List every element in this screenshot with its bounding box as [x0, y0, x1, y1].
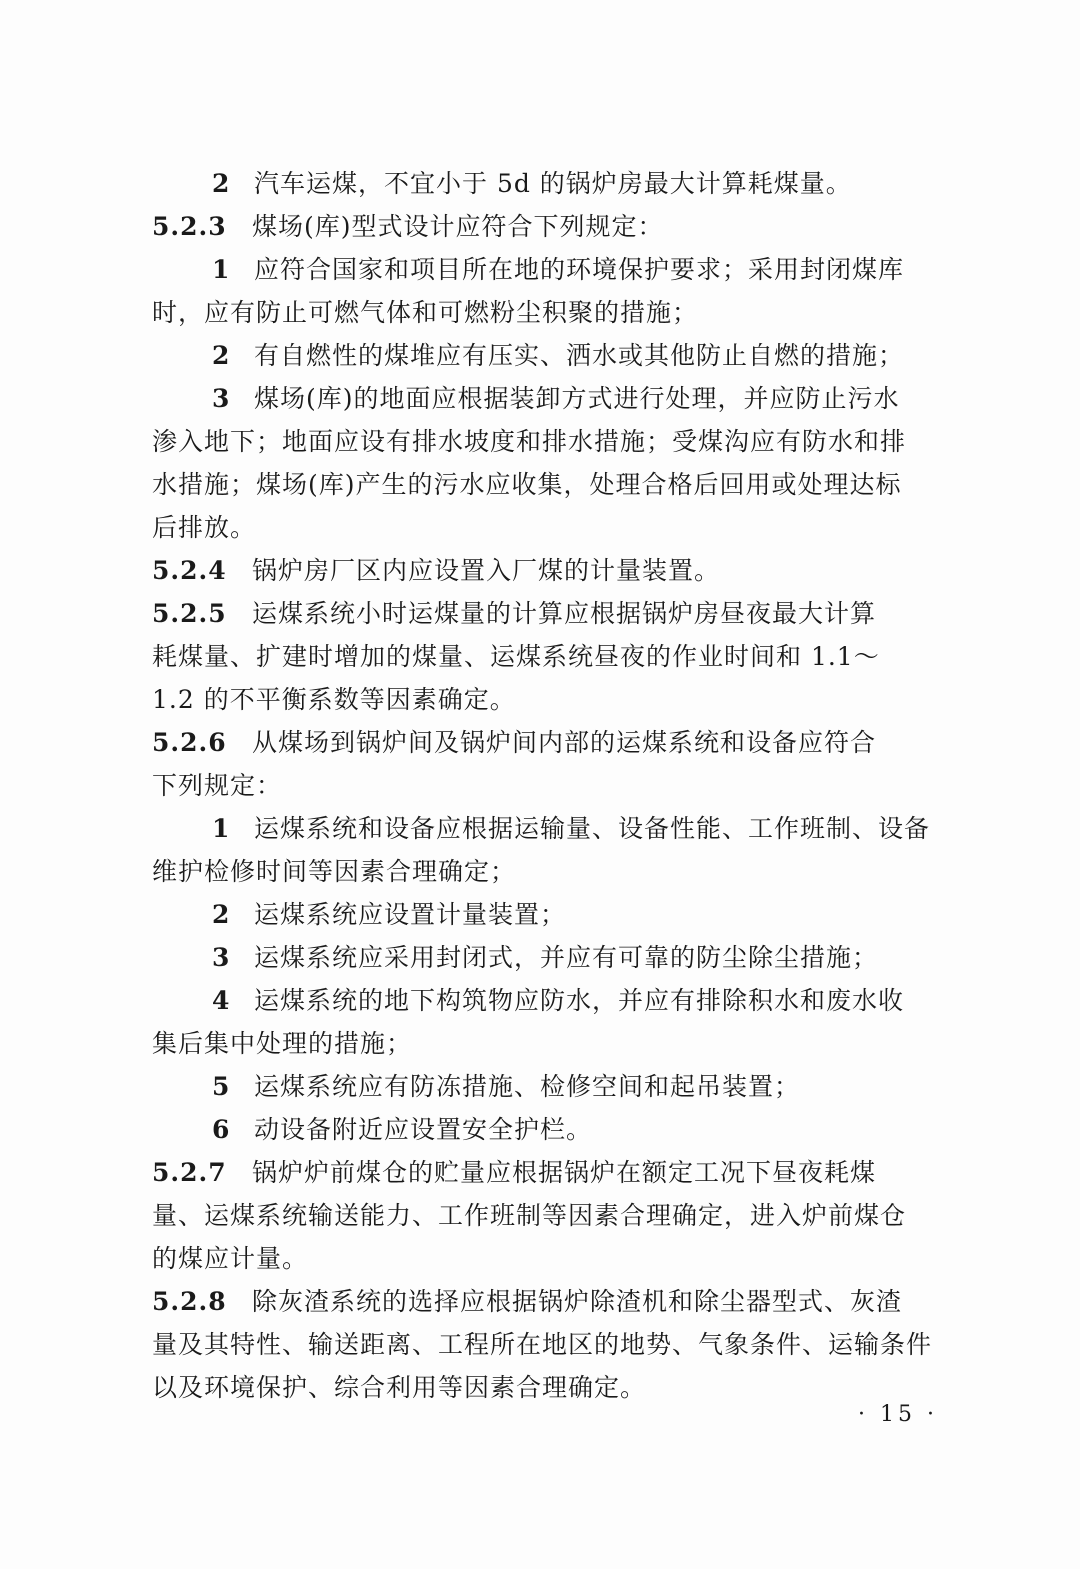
continuation-line — [152, 1022, 956, 1065]
section-clause-line — [152, 1280, 956, 1323]
section-clause-line — [152, 1151, 956, 1194]
continuation-line — [152, 506, 956, 549]
line-text: 从煤场到锅炉间及锅炉间内部的运煤系统和设备应符合 — [252, 728, 877, 757]
clause-item-number: 6 — [212, 1115, 231, 1144]
line-text: 以及环境保护、综合利用等因素合理确定。 — [152, 1373, 647, 1402]
continuation-line — [152, 1323, 956, 1366]
clause-item-number: 1 — [212, 255, 231, 284]
continuation-line — [152, 463, 956, 506]
line-text: 煤场(库)型式设计应符合下列规定： — [252, 212, 664, 241]
continuation-line — [152, 1366, 956, 1409]
line-text: 运煤系统应有防冻措施、检修空间和起吊装置； — [254, 1072, 801, 1101]
continuation-line — [152, 291, 956, 334]
continuation-line — [152, 850, 956, 893]
line-text: 下列规定： — [152, 771, 283, 800]
line-text: 煤场(库)的地面应根据装卸方式进行处理，并应防止污水 — [254, 384, 900, 413]
line-text: 1.2 的不平衡系数等因素确定。 — [152, 685, 516, 714]
clause-item-number: 5 — [212, 1072, 231, 1101]
clause-item-line — [152, 162, 956, 205]
clause-item-number: 2 — [212, 341, 231, 370]
clause-item-number: 4 — [212, 986, 231, 1015]
clause-item-number: 3 — [212, 943, 231, 972]
clause-item-line — [152, 248, 956, 291]
clause-item-number: 1 — [212, 814, 231, 843]
section-number: 5.2.6 — [152, 728, 227, 757]
line-text: 渗入地下；地面应设有排水坡度和排水措施；受煤沟应有防水和排 — [152, 427, 907, 456]
document-body — [152, 162, 956, 1409]
line-text: 维护检修时间等因素合理确定； — [152, 857, 517, 886]
line-text: 水措施；煤场(库)产生的污水应收集，处理合格后回用或处理达标 — [152, 470, 902, 499]
line-text: 锅炉房厂区内应设置入厂煤的计量装置。 — [252, 556, 721, 585]
clause-item-line — [152, 377, 956, 420]
line-text: 耗煤量、扩建时增加的煤量、运煤系统昼夜的作业时间和 1.1～ — [152, 642, 880, 671]
line-text: 运煤系统和设备应根据运输量、设备性能、工作班制、设备 — [254, 814, 931, 843]
line-text: 汽车运煤，不宜小于 5d 的锅炉房最大计算耗煤量。 — [254, 169, 852, 198]
line-text: 量及其特性、输送距离、工程所在地区的地势、气象条件、运输条件 — [152, 1330, 933, 1359]
section-number: 5.2.7 — [152, 1158, 227, 1187]
clause-item-number: 3 — [212, 384, 231, 413]
line-text: 运煤系统应采用封闭式，并应有可靠的防尘除尘措施； — [254, 943, 879, 972]
clause-item-number: 2 — [212, 900, 231, 929]
page-number: · 15 · — [858, 1402, 938, 1427]
section-number: 5.2.4 — [152, 556, 227, 585]
section-clause-line — [152, 721, 956, 764]
clause-item-line — [152, 807, 956, 850]
continuation-line — [152, 764, 956, 807]
continuation-line — [152, 420, 956, 463]
clause-item-line — [152, 979, 956, 1022]
line-text: 运煤系统的地下构筑物应防水，并应有排除积水和废水收 — [254, 986, 905, 1015]
section-clause-line — [152, 592, 956, 635]
clause-item-line — [152, 334, 956, 377]
clause-item-line — [152, 1065, 956, 1108]
clause-item-number: 2 — [212, 169, 231, 198]
section-clause-line — [152, 205, 956, 248]
line-text: 动设备附近应设置安全护栏。 — [254, 1115, 593, 1144]
line-text: 集后集中处理的措施； — [152, 1029, 413, 1058]
continuation-line — [152, 1237, 956, 1280]
section-number: 5.2.3 — [152, 212, 227, 241]
continuation-line — [152, 1194, 956, 1237]
clause-item-line — [152, 893, 956, 936]
continuation-line — [152, 678, 956, 721]
line-text: 运煤系统小时运煤量的计算应根据锅炉房昼夜最大计算 — [252, 599, 877, 628]
line-text: 的煤应计量。 — [152, 1244, 309, 1273]
section-clause-line — [152, 549, 956, 592]
line-text: 后排放。 — [152, 513, 257, 542]
section-number: 5.2.5 — [152, 599, 227, 628]
line-text: 时，应有防止可燃气体和可燃粉尘积聚的措施； — [152, 298, 699, 327]
line-text: 应符合国家和项目所在地的环境保护要求；采用封闭煤库 — [254, 255, 905, 284]
continuation-line — [152, 635, 956, 678]
section-number: 5.2.8 — [152, 1287, 227, 1316]
clause-item-line — [152, 1108, 956, 1151]
line-text: 有自燃性的煤堆应有压实、洒水或其他防止自燃的措施； — [254, 341, 905, 370]
line-text: 量、运煤系统输送能力、工作班制等因素合理确定，进入炉前煤仓 — [152, 1201, 907, 1230]
clause-item-line — [152, 936, 956, 979]
line-text: 除灰渣系统的选择应根据锅炉除渣机和除尘器型式、灰渣 — [252, 1287, 903, 1316]
line-text: 运煤系统应设置计量装置； — [254, 900, 567, 929]
line-text: 锅炉炉前煤仓的贮量应根据锅炉在额定工况下昼夜耗煤 — [252, 1158, 877, 1187]
